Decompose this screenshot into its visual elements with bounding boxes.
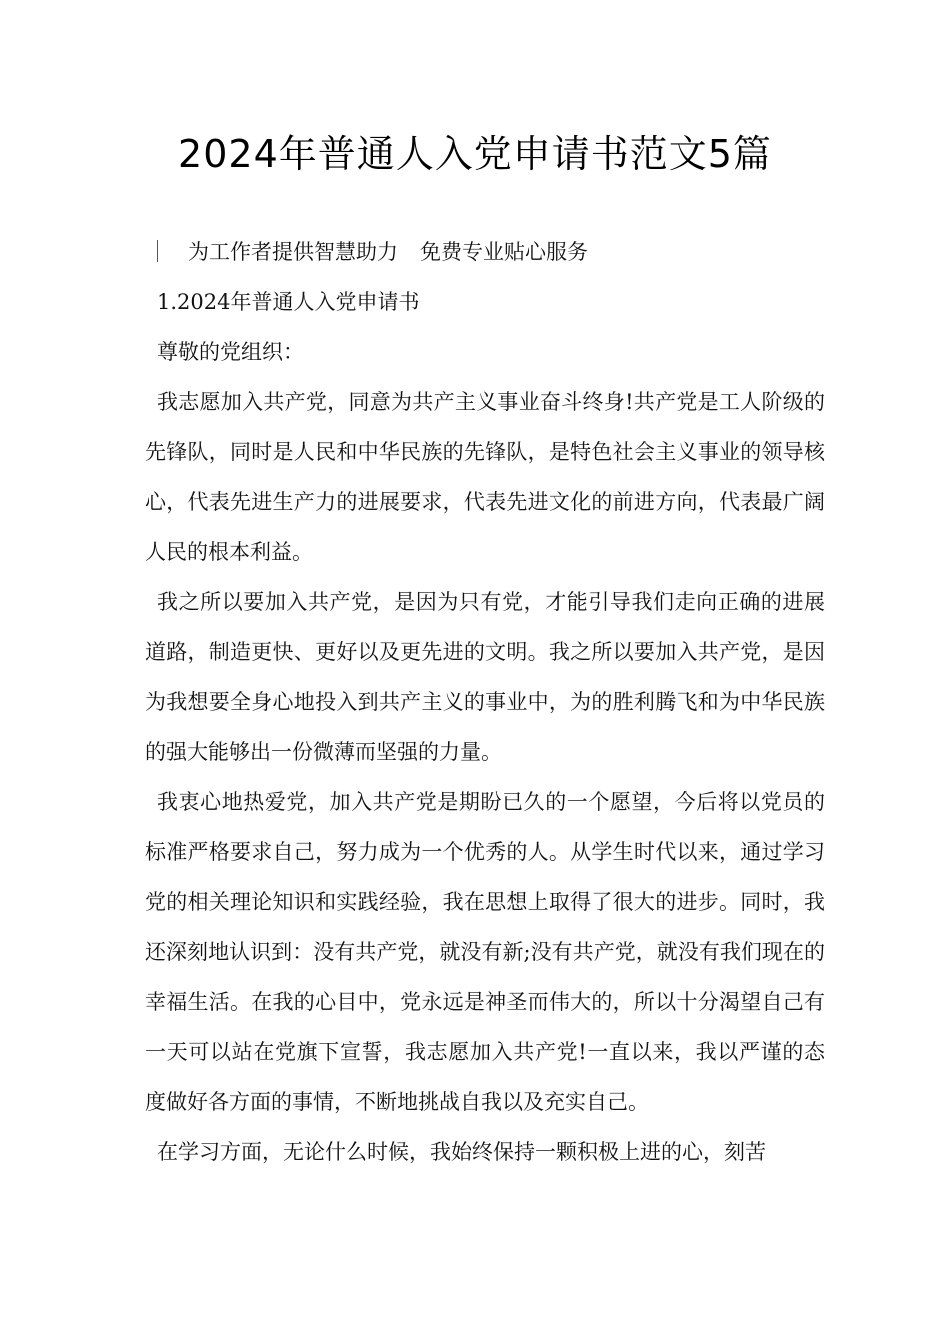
- tagline: [157, 236, 588, 266]
- body-paragraph-3: 我衷心地热爱党，加入共产党是期盼已久的一个愿望，今后将以党员的标准严格要求自己，努力成为一个优秀的人。从学生时代以来，通过学习党的相关理论知识和实践经验，我在思想上取得了很大的进步。同时，我还深刻地认识到：没有共产党，就没有新;没有共产党，就没有我们现在的幸福生活。在我的心目中，党永远是神圣而伟大的，所以十分渴望自己有一天可以站在党旗下宣誓，我志愿加入共产党!一直以来，我以严谨的态度做好各方面的事情，不断地挑战自我以及充实自己。: [145, 790, 825, 1114]
- body-paragraph-1: 我志愿加入共产党，同意为共产主义事业奋斗终身!共产党是工人阶级的先锋队，同时是人民和中华民族的先锋队，是特色社会主义事业的领导核心，代表先进生产力的进展要求，代表先进文化的前进方向，代表最广阔人民的根本利益。: [145, 390, 825, 564]
- salutation: 尊敬的党组织：: [157, 340, 304, 364]
- document-title: 2024年普通人入党申请书范文5篇: [178, 132, 772, 176]
- tagline-divider: [157, 240, 158, 262]
- tagline-part-1: 为工作者提供智慧助力: [188, 240, 398, 264]
- section-heading: 1.2024年普通人入党申请书: [157, 290, 420, 314]
- body-paragraph-2: 我之所以要加入共产党，是因为只有党，才能引导我们走向正确的进展道路，制造更快、更好以及更先进的文明。我之所以要加入共产党，是因为我想要全身心地投入到共产主义的事业中，为的胜利腾飞和为中华民族的强大能够出一份微薄而坚强的力量。: [145, 590, 825, 764]
- tagline-part-2: 免费专业贴心服务: [420, 240, 588, 264]
- document-body: [145, 277, 825, 1177]
- body-paragraph-4: 在学习方面，无论什么时候，我始终保持一颗积极上进的心，刻苦: [157, 1140, 766, 1164]
